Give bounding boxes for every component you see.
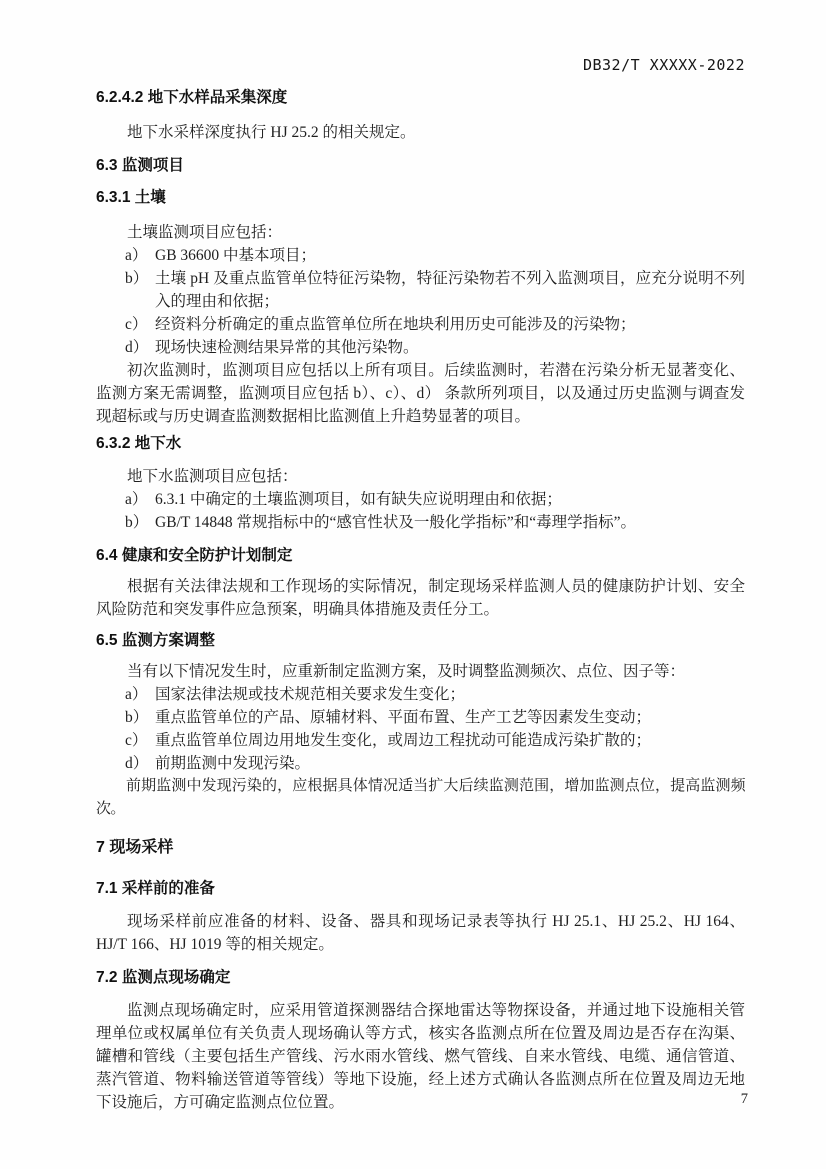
list-item-text: 重点监管单位的产品、原辅材料、平面布置、生产工艺等因素发生变动；	[155, 709, 652, 726]
list-item	[96, 244, 745, 267]
list-item-text: 现场快速检测结果异常的其他污染物。	[155, 339, 419, 356]
list-item	[96, 267, 745, 313]
list-item-text: 经资料分析确定的重点监管单位所在地块利用历史可能涉及的污染物；	[155, 316, 636, 333]
paragraph-6-3-1: 初次监测时，监测项目应包括以上所有项目。后续监测时，若潜在污染分析无显著变化、监测方案无需调整，监测项目应包括 b）、c）、d） 条款所列项目，以及通过历史监测与调查发现超标或与历史调查监测数据相比监测值上升趋势显著的项目。	[96, 362, 745, 425]
list-item	[96, 511, 745, 534]
heading-6-3-2: 6.3.2 地下水	[96, 435, 182, 452]
paragraph-6-3-2-intro: 地下水监测项目应包括：	[127, 468, 298, 485]
paragraph-6-4: 根据有关法律法规和工作现场的实际情况，制定现场采样监测人员的健康防护计划、安全风险防范和突发事件应急预案，明确具体措施及责任分工。	[96, 578, 745, 618]
heading-7: 7 现场采样	[96, 839, 174, 856]
list-item	[96, 729, 745, 752]
list-6-3-2	[96, 488, 745, 534]
paragraph-6-5-note: 前期监测中发现污染的，应根据具体情况适当扩大后续监测范围，增加监测点位，提高监测频次。	[96, 778, 745, 817]
list-item	[96, 313, 745, 336]
list-item-text: GB 36600 中基本项目；	[155, 247, 317, 264]
list-item	[96, 336, 745, 359]
heading-6-3: 6.3 监测项目	[96, 157, 184, 174]
list-item-text: 前期监测中发现污染。	[155, 755, 311, 772]
list-marker: a）	[125, 686, 148, 703]
paragraph-6-5-intro: 当有以下情况发生时，应重新制定监测方案，及时调整监测频次、点位、因子等：	[127, 663, 686, 680]
heading-6-4: 6.4 健康和安全防护计划制定	[96, 547, 293, 564]
list-marker: a）	[125, 491, 148, 508]
heading-6-3-1: 6.3.1 土壤	[96, 189, 166, 206]
list-marker: a）	[125, 247, 148, 264]
list-marker: b）	[125, 270, 149, 287]
list-item-text: 重点监管单位周边用地发生变化，或周边工程扰动可能造成污染扩散的；	[155, 732, 652, 749]
heading-7-2: 7.2 监测点现场确定	[96, 969, 231, 986]
heading-6-5: 6.5 监测方案调整	[96, 632, 215, 649]
list-marker: d）	[125, 755, 149, 772]
list-marker: d）	[125, 339, 149, 356]
list-marker: c）	[125, 316, 148, 333]
heading-6-2-4-2: 6.2.4.2 地下水样品采集深度	[96, 89, 288, 106]
list-item	[96, 752, 745, 775]
paragraph-6-3-1-intro: 土壤监测项目应包括：	[127, 224, 283, 241]
list-item	[96, 706, 745, 729]
list-item	[96, 488, 745, 511]
list-marker: c）	[125, 732, 148, 749]
list-6-5	[96, 683, 745, 775]
doc-code-header: DB32/T XXXXX-2022	[582, 56, 745, 74]
paragraph-7-2: 监测点现场确定时，应采用管道探测器结合探地雷达等物探设备，并通过地下设施相关管理单位或权属单位有关负责人现场确认等方式，核实各监测点所在位置及周边是否存在沟渠、罐槽和管线（主要包括生产管线、污水雨水管线、燃气管线、自来水管线、电缆、通信管道、蒸汽管道、物料输送管道等管线）等地下设施，经上述方式确认各监测点所在位置及周边无地下设施后，方可确定监测点位位置。	[96, 1002, 745, 1111]
paragraph-7-1: 现场采样前应准备的材料、设备、器具和现场记录表等执行 HJ 25.1、HJ 25.2、HJ 164、HJ/T 166、HJ 1019 等的相关规定。	[96, 913, 745, 953]
list-item	[96, 683, 745, 706]
list-6-3-1	[96, 244, 745, 359]
list-item-text: 国家法律法规或技术规范相关要求发生变化；	[155, 686, 466, 703]
list-item-text: 土壤 pH 及重点监管单位特征污染物，特征污染物若不列入监测项目，应充分说明不列入的理由和依据；	[155, 270, 745, 310]
page-number: 7	[740, 1091, 748, 1107]
list-item-text: 6.3.1 中确定的土壤监测项目，如有缺失应说明理由和依据；	[155, 491, 562, 508]
list-marker: b）	[125, 709, 149, 726]
list-marker: b）	[125, 514, 149, 531]
list-item-text: GB/T 14848 常规指标中的“感官性状及一般化学指标”和“毒理学指标”。	[155, 514, 637, 531]
heading-7-1: 7.1 采样前的准备	[96, 880, 215, 897]
paragraph-6-2-4-2: 地下水采样深度执行 HJ 25.2 的相关规定。	[127, 124, 416, 141]
